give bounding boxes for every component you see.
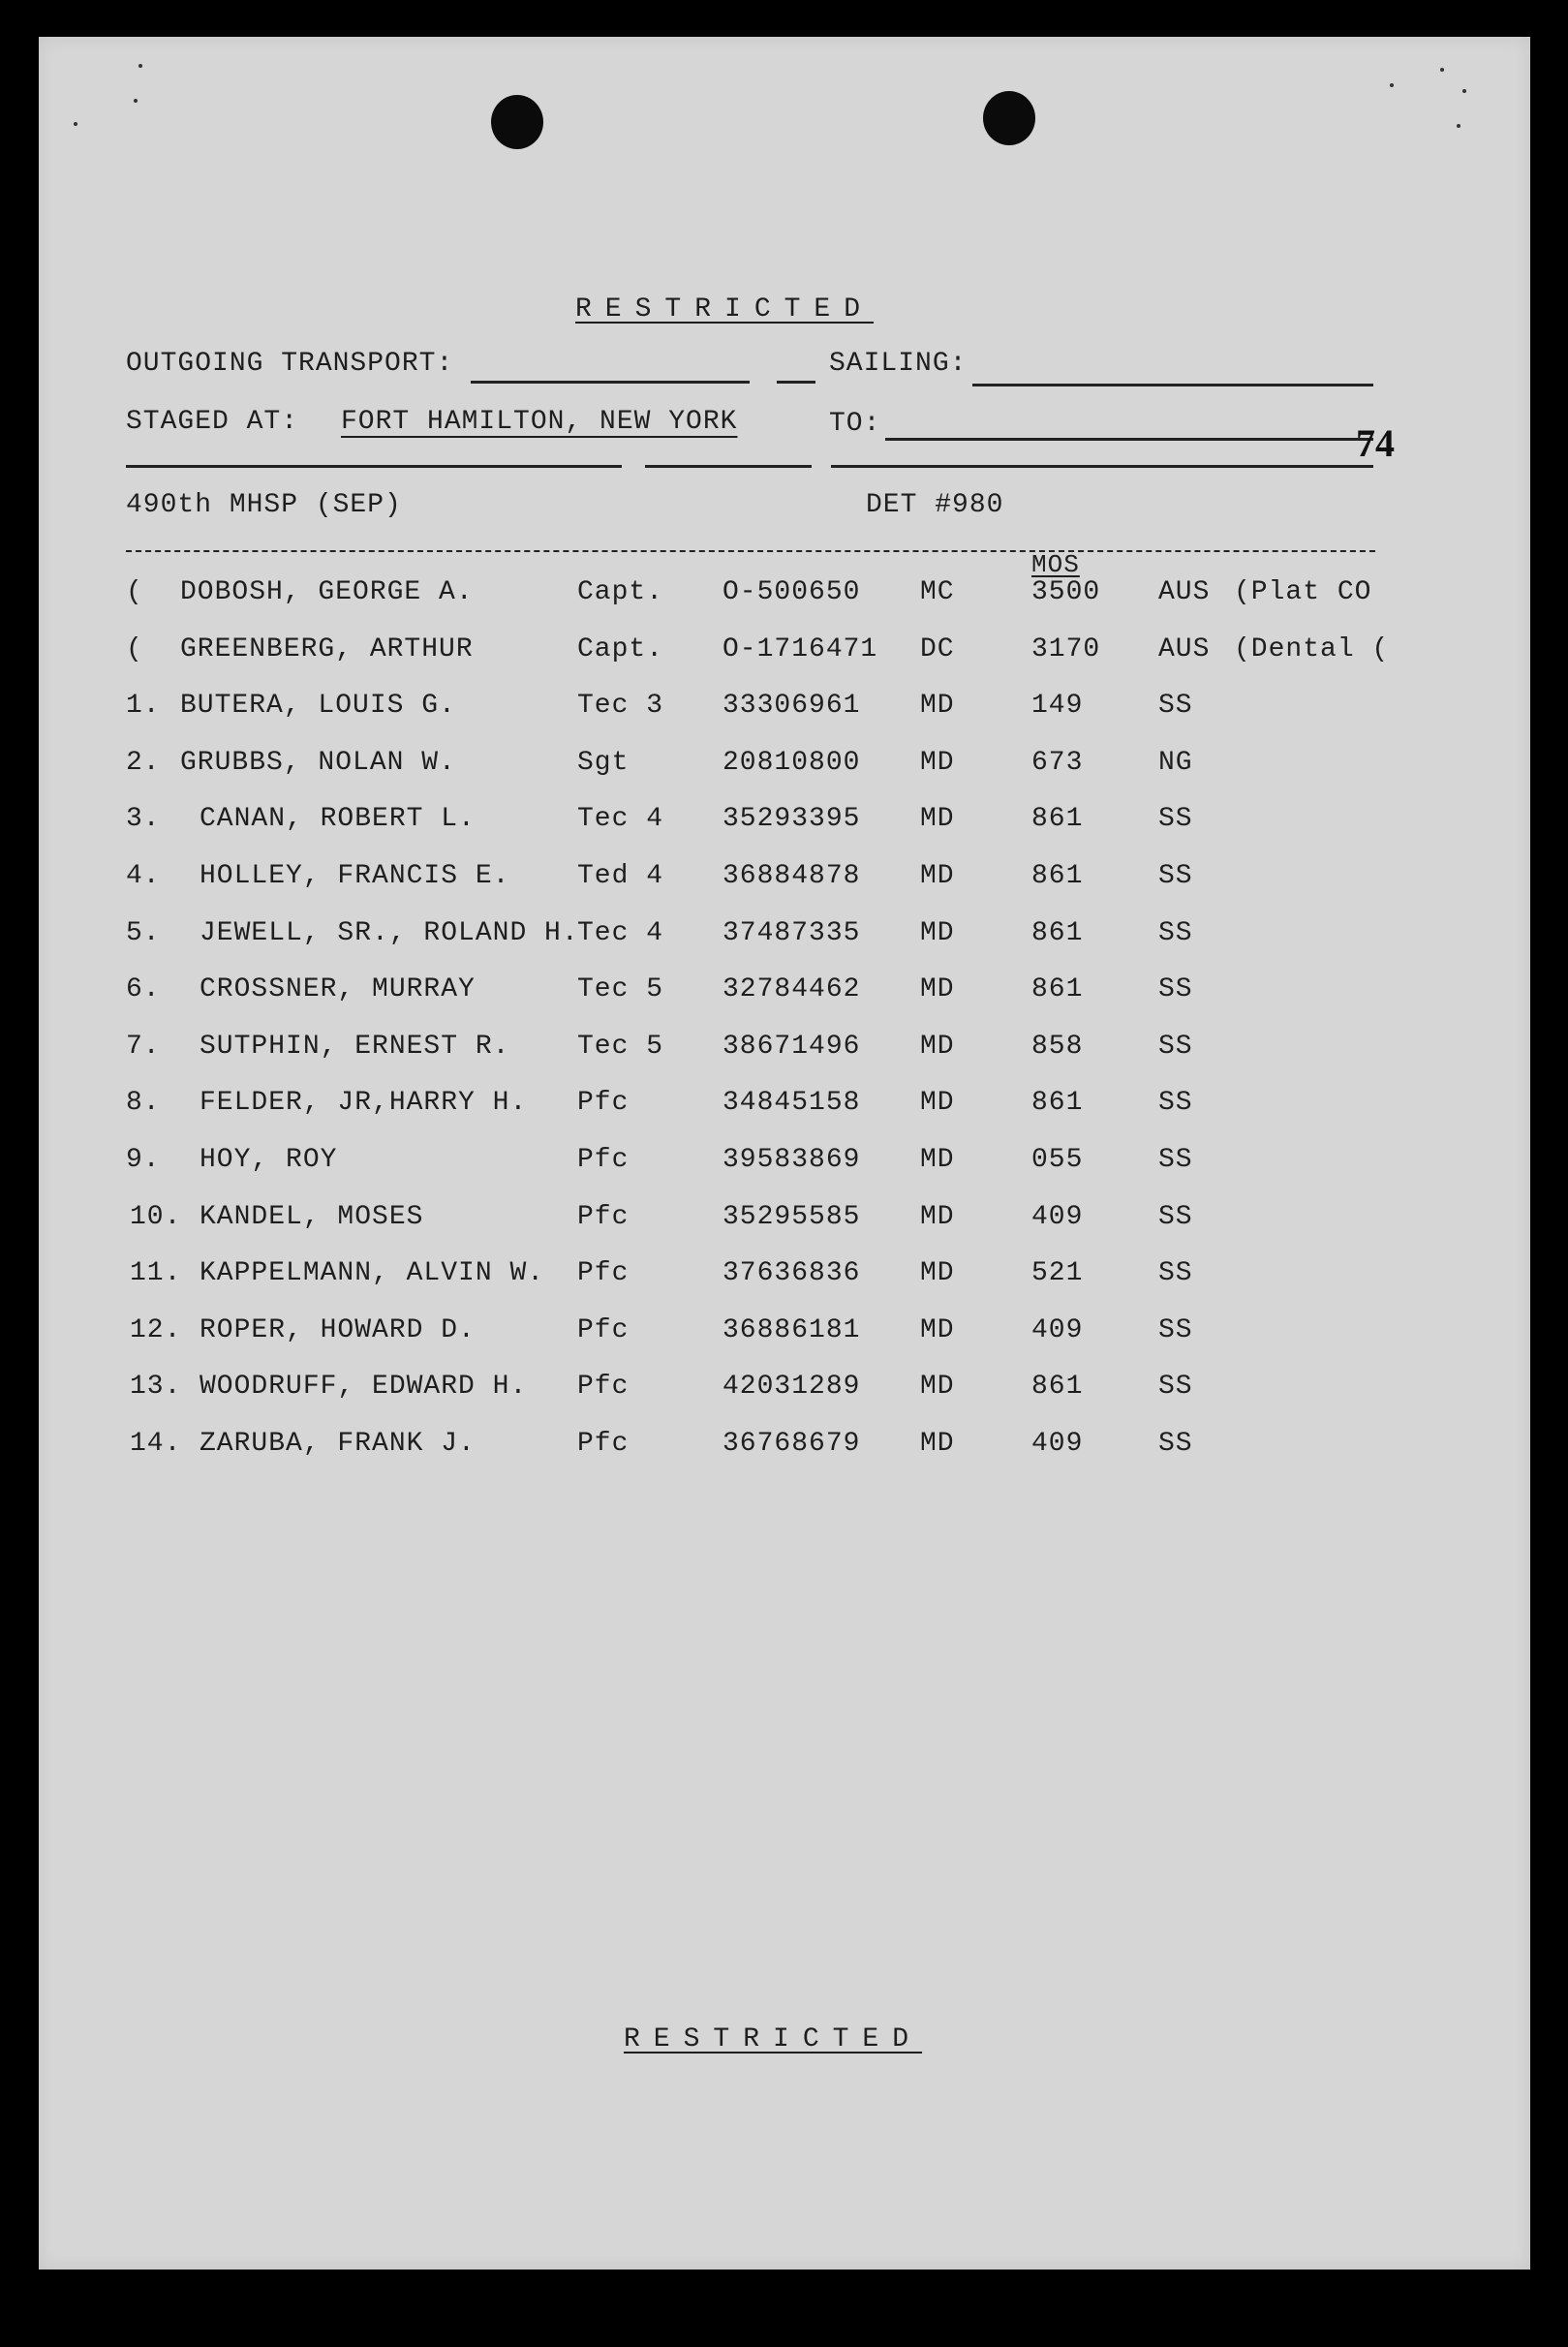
component: SS [1158, 1088, 1193, 1119]
mos-code: 3500 [1031, 577, 1101, 607]
component: SS [1158, 1201, 1193, 1232]
person-name: FELDER, JR,HARRY H. [200, 1088, 528, 1119]
sailing-label: SAILING: [829, 349, 968, 379]
person-name: WOODRUFF, EDWARD H. [200, 1372, 528, 1403]
component: AUS [1158, 633, 1211, 664]
mos-code: 3170 [1031, 633, 1101, 664]
mos-code: 055 [1031, 1145, 1084, 1175]
row-number: 7. [126, 1031, 161, 1062]
speck [1440, 68, 1444, 72]
row-number: 3. [126, 804, 161, 835]
grade: Tec 4 [577, 917, 664, 948]
component: SS [1158, 1429, 1193, 1459]
table-row [39, 918, 1530, 957]
corps-code: MD [920, 804, 955, 835]
grade: Pfc [577, 1201, 630, 1232]
row-number: 12. [130, 1314, 182, 1345]
table-row [39, 1088, 1530, 1127]
grade: Capt. [577, 633, 664, 664]
component: SS [1158, 1145, 1193, 1175]
person-name: KAPPELMANN, ALVIN W. [200, 1258, 545, 1289]
serial-number: 42031289 [723, 1372, 861, 1403]
speck [134, 99, 138, 103]
serial-number: 35293395 [723, 804, 861, 835]
punch-hole-right [983, 91, 1035, 145]
row-number: 9. [126, 1145, 161, 1175]
mos-code: 521 [1031, 1258, 1084, 1289]
corps-code: MD [920, 1314, 955, 1345]
remark: (Plat CO [1234, 577, 1372, 607]
outgoing-transport-blank-2 [777, 381, 815, 384]
serial-number: 35295585 [723, 1201, 861, 1232]
row-number: 13. [130, 1372, 182, 1403]
mos-code: 861 [1031, 974, 1084, 1005]
serial-number: 38671496 [723, 1031, 861, 1062]
row-number: 14. [130, 1429, 182, 1459]
restricted-heading-top: RESTRICTED [575, 294, 875, 324]
grade: Pfc [577, 1429, 630, 1459]
outgoing-transport-label: OUTGOING TRANSPORT: [126, 349, 454, 379]
mos-code: 673 [1031, 747, 1084, 778]
serial-number: 37636836 [723, 1258, 861, 1289]
row-number: ( [126, 633, 143, 664]
grade: Pfc [577, 1145, 630, 1175]
corps-code: MD [920, 974, 955, 1005]
component: SS [1158, 974, 1193, 1005]
person-name: DOBOSH, GEORGE A. [180, 577, 474, 607]
mos-code: 409 [1031, 1201, 1084, 1232]
serial-number: 36884878 [723, 861, 861, 891]
component: SS [1158, 917, 1193, 948]
grade: Tec 5 [577, 974, 664, 1005]
serial-number: 36768679 [723, 1429, 861, 1459]
person-name: CANAN, ROBERT L. [200, 804, 476, 835]
row-number: 2. [126, 747, 161, 778]
corps-code: MD [920, 1201, 955, 1232]
row-number: 1. [126, 691, 161, 722]
mos-code: 409 [1031, 1314, 1084, 1345]
page-number: 74 [1356, 421, 1395, 465]
corps-code: MD [920, 1372, 955, 1403]
corps-code: MD [920, 1258, 955, 1289]
corps-code: MD [920, 1429, 955, 1459]
serial-number: 34845158 [723, 1088, 861, 1119]
table-row [39, 861, 1530, 900]
component: SS [1158, 691, 1193, 722]
punch-hole-left [491, 95, 543, 149]
person-name: JEWELL, SR., ROLAND H. [200, 917, 579, 948]
grade: Tec 4 [577, 804, 664, 835]
staged-at-label: STAGED AT: [126, 407, 299, 437]
component: SS [1158, 1031, 1193, 1062]
mos-code: 861 [1031, 1372, 1084, 1403]
serial-number: 33306961 [723, 691, 861, 722]
speck [1390, 83, 1394, 87]
outgoing-transport-blank [471, 381, 750, 384]
table-row [39, 1202, 1530, 1241]
serial-number: 39583869 [723, 1145, 861, 1175]
divider-segment-1 [126, 465, 622, 468]
corps-code: MD [920, 747, 955, 778]
person-name: GREENBERG, ARTHUR [180, 633, 474, 664]
grade: Tec 3 [577, 691, 664, 722]
person-name: GRUBBS, NOLAN W. [180, 747, 456, 778]
corps-code: MD [920, 861, 955, 891]
mos-code: 149 [1031, 691, 1084, 722]
grade: Ted 4 [577, 861, 664, 891]
mos-column-heading: MOS [1031, 550, 1080, 579]
person-name: HOY, ROY [200, 1145, 338, 1175]
grade: Capt. [577, 577, 664, 607]
table-row [39, 1258, 1530, 1297]
table-row [39, 1145, 1530, 1184]
corps-code: MD [920, 1145, 955, 1175]
component: SS [1158, 804, 1193, 835]
divider-segment-3 [831, 465, 1373, 468]
table-row [39, 974, 1530, 1013]
row-number: ( [126, 577, 143, 607]
table-row [39, 804, 1530, 843]
corps-code: MC [920, 577, 955, 607]
restricted-heading-bottom: RESTRICTED [624, 2024, 923, 2054]
corps-code: MD [920, 691, 955, 722]
serial-number: O-1716471 [723, 633, 878, 664]
remark: (Dental ( [1234, 633, 1390, 664]
mos-code: 861 [1031, 917, 1084, 948]
grade: Pfc [577, 1088, 630, 1119]
speck [1457, 124, 1460, 128]
person-name: ROPER, HOWARD D. [200, 1314, 476, 1345]
table-row [39, 691, 1530, 729]
row-number: 11. [130, 1258, 182, 1289]
row-number: 8. [126, 1088, 161, 1119]
row-number: 5. [126, 917, 161, 948]
component: SS [1158, 861, 1193, 891]
component: SS [1158, 1372, 1193, 1403]
divider-segment-2 [645, 465, 812, 468]
grade: Pfc [577, 1258, 630, 1289]
mos-code: 861 [1031, 804, 1084, 835]
table-row [39, 748, 1530, 787]
row-number: 6. [126, 974, 161, 1005]
mos-code: 861 [1031, 861, 1084, 891]
table-row [39, 577, 1530, 616]
serial-number: 32784462 [723, 974, 861, 1005]
person-name: BUTERA, LOUIS G. [180, 691, 456, 722]
mos-code: 861 [1031, 1088, 1084, 1119]
person-name: HOLLEY, FRANCIS E. [200, 861, 510, 891]
grade: Pfc [577, 1314, 630, 1345]
person-name: KANDEL, MOSES [200, 1201, 424, 1232]
corps-code: MD [920, 917, 955, 948]
grade: Tec 5 [577, 1031, 664, 1062]
table-row [39, 1032, 1530, 1070]
component: SS [1158, 1258, 1193, 1289]
serial-number: 20810800 [723, 747, 861, 778]
mos-code: 409 [1031, 1429, 1084, 1459]
to-label: TO: [829, 409, 881, 439]
component: AUS [1158, 577, 1211, 607]
person-name: SUTPHIN, ERNEST R. [200, 1031, 510, 1062]
detachment-number: DET #980 [866, 490, 1004, 520]
speck [1462, 89, 1466, 93]
row-number: 4. [126, 861, 161, 891]
table-row [39, 634, 1530, 673]
person-name: CROSSNER, MURRAY [200, 974, 476, 1005]
serial-number: 36886181 [723, 1314, 861, 1345]
row-number: 10. [130, 1201, 182, 1232]
table-row [39, 1429, 1530, 1467]
component: NG [1158, 747, 1193, 778]
serial-number: O-500650 [723, 577, 861, 607]
component: SS [1158, 1314, 1193, 1345]
grade: Pfc [577, 1372, 630, 1403]
table-row [39, 1372, 1530, 1410]
unit-designation: 490th MHSP (SEP) [126, 490, 402, 520]
serial-number: 37487335 [723, 917, 861, 948]
sailing-blank [972, 384, 1373, 386]
roster-divider [126, 550, 1375, 552]
to-blank [885, 438, 1373, 441]
speck [74, 122, 77, 126]
document-page [39, 37, 1530, 2270]
mos-code: 858 [1031, 1031, 1084, 1062]
corps-code: MD [920, 1031, 955, 1062]
grade: Sgt [577, 747, 630, 778]
corps-code: DC [920, 633, 955, 664]
corps-code: MD [920, 1088, 955, 1119]
speck [138, 64, 142, 68]
person-name: ZARUBA, FRANK J. [200, 1429, 476, 1459]
table-row [39, 1315, 1530, 1354]
staged-at-value: FORT HAMILTON, NEW YORK [341, 407, 738, 437]
